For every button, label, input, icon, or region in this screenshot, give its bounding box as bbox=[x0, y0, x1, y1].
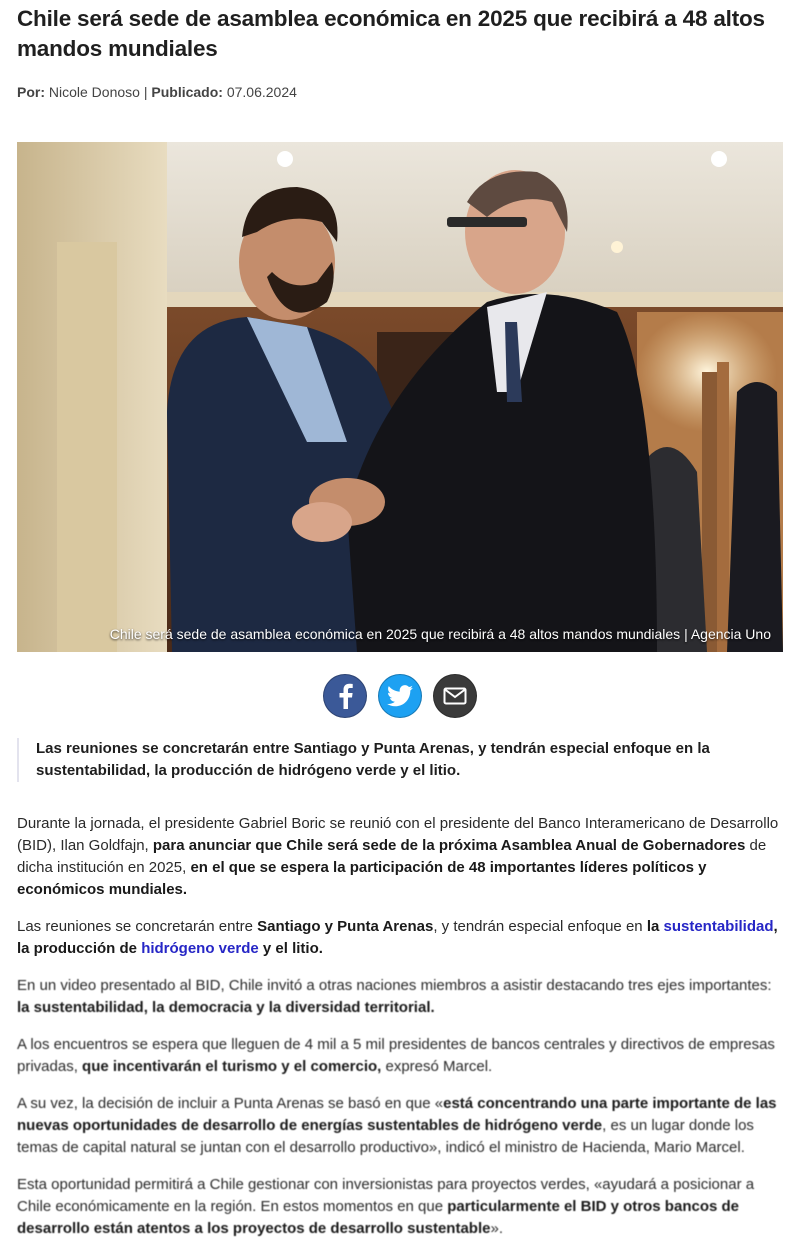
published-label: Publicado: bbox=[151, 84, 223, 100]
bold-span: , la producción de bbox=[17, 918, 778, 957]
bold-span: está concentrando una parte importante de las nuevas oportunidades de desarrollo de energías sustentables de hidrógeno verde bbox=[17, 1095, 777, 1134]
facebook-share-button[interactable] bbox=[323, 674, 367, 718]
bold-span: la bbox=[646, 918, 664, 935]
text-span: , es un lugar donde los temas de capital natural se juntan con el desarrollo productivo», indicó el ministro de Hacienda, Mario Marcel. bbox=[17, 1117, 754, 1156]
bold-span: y el litio. bbox=[258, 940, 323, 957]
text-span: En un video presentado al BID, Chile invitó a otras naciones miembros a asistir destacando tres ejes importantes: bbox=[17, 977, 772, 994]
byline-separator: | bbox=[143, 84, 148, 100]
twitter-share-button[interactable] bbox=[378, 674, 422, 718]
paragraph-4 bbox=[17, 1034, 779, 1078]
bold-span: para anunciar que Chile será sede de la próxima Asamblea Anual de Gobernadores bbox=[152, 837, 746, 854]
twitter-icon bbox=[387, 685, 413, 707]
paragraph-6 bbox=[17, 1174, 779, 1240]
handshake-photo bbox=[17, 142, 783, 652]
text-span: Esta oportunidad permitirá a Chile gestionar con inversionistas para proyectos verdes, «ayudará a posicionar a Chile económicamente en la región. En estos momentos en que bbox=[17, 1176, 755, 1215]
text-span: expresó Marcel. bbox=[381, 1058, 493, 1075]
published-date: 07.06.2024 bbox=[226, 84, 297, 100]
sustentabilidad-link[interactable]: sustentabilidad bbox=[663, 918, 774, 935]
hidrogeno-verde-link[interactable]: hidrógeno verde bbox=[141, 940, 259, 957]
bold-span: particularmente el BID y otros bancos de desarrollo están atentos a los proyectos de desarrollo sustentable bbox=[17, 1198, 739, 1237]
bold-span: en el que se espera la participación de 48 importantes líderes políticos y económicos mundiales. bbox=[17, 859, 707, 898]
paragraph-1 bbox=[17, 813, 779, 901]
text-span: A su vez, la decisión de incluir a Punta Arenas se basó en que « bbox=[17, 1095, 444, 1112]
text-span: ». bbox=[490, 1220, 503, 1237]
facebook-icon bbox=[334, 683, 356, 709]
email-icon bbox=[443, 687, 467, 705]
text-span: Durante la jornada, el presidente Gabriel Boric se reunió con el presidente del Banco Interamericano de Desarrollo (BID), Ilan Goldfajn, bbox=[17, 815, 779, 854]
share-bar bbox=[0, 674, 800, 718]
paragraph-5 bbox=[17, 1093, 779, 1159]
article-lead: Las reuniones se concretarán entre Santiago y Punta Arenas, y tendrán especial enfoque en la sustentabilidad, la producción de hidrógeno verde y el litio. bbox=[17, 738, 776, 782]
article-title: Chile será sede de asamblea económica en 2025 que recibirá a 48 altos mandos mundiales bbox=[17, 6, 765, 61]
byline bbox=[17, 83, 297, 101]
faded-paragraphs bbox=[17, 975, 779, 1240]
bold-span: que incentivarán el turismo y el comercio, bbox=[82, 1058, 382, 1075]
text-span: Las reuniones se concretarán entre bbox=[17, 918, 258, 935]
text-span: A los encuentros se espera que lleguen de 4 mil a 5 mil presidentes de bancos centrales y directivos de empresas privadas, bbox=[17, 1036, 775, 1075]
paragraph-2 bbox=[17, 916, 779, 960]
text-span: , y tendrán especial enfoque en bbox=[433, 918, 647, 935]
image-caption: Chile será sede de asamblea económica en 2025 que recibirá a 48 altos mandos mundiales | Agencia Uno bbox=[109, 626, 771, 642]
text-span: de dicha institución en 2025, bbox=[17, 837, 767, 876]
hero-photo bbox=[17, 142, 783, 652]
paragraph-3 bbox=[17, 975, 779, 1019]
bold-span: Santiago y Punta Arenas bbox=[257, 918, 434, 935]
article-body bbox=[17, 813, 779, 1253]
bold-span: la sustentabilidad, la democracia y la diversidad territorial. bbox=[17, 999, 435, 1016]
author-name[interactable]: Nicole Donoso bbox=[48, 84, 140, 100]
email-share-button[interactable] bbox=[433, 674, 477, 718]
author-label: Por: bbox=[17, 84, 45, 100]
